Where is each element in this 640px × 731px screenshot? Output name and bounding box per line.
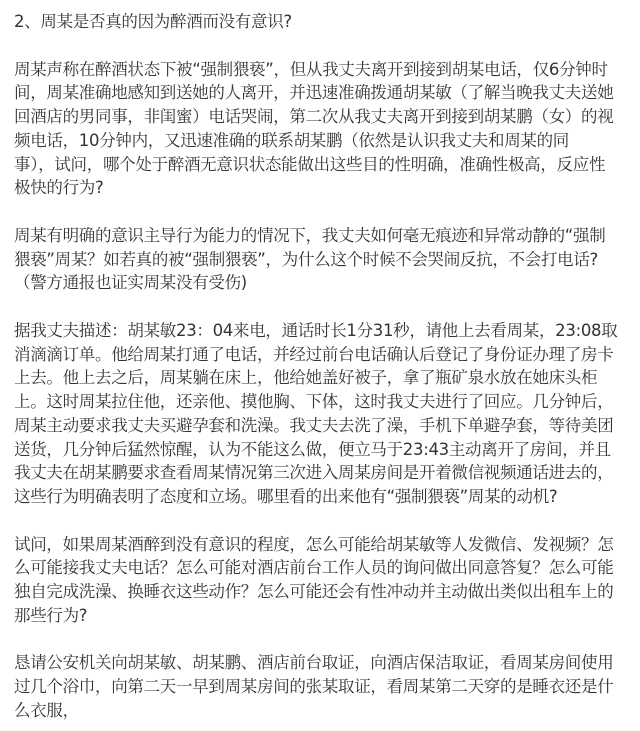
paragraph-spacer xyxy=(14,295,640,319)
paragraph-line: 据我丈夫描述：胡某敏23：04来电，通话时长1分31秒，请他上去看周某，23:08取 xyxy=(14,320,618,340)
paragraph-spacer xyxy=(14,200,640,224)
paragraph-line: 周某主动要求我丈夫买避孕套和洗澡。我丈夫去洗了澡，手机下单避孕套，等待美团 xyxy=(14,415,614,435)
paragraph-line: 频电话，10分钟内，又迅速准确的联系胡某鹏（依然是认识我丈夫和周某的同 xyxy=(14,130,569,150)
paragraph-line: 这些行为明确表明了态度和立场。哪里看的出来他有“强制猥亵”周某的动机? xyxy=(14,487,558,506)
paragraph-line: 送货，几分钟后猛然惊醒，认为不能这么做，便立马于23:43主动离开了房间，并且 xyxy=(14,439,611,459)
paragraph-line: 周某声称在醉酒状态下被“强制猥亵”，但从我丈夫离开到接到胡某电话，仅6分钟时 xyxy=(14,59,608,79)
paragraph-line: 上。这时周某拉住他，还亲他、摸他胸、下体，这时我丈夫进行了回应。几分钟后， xyxy=(14,392,614,411)
paragraph-spacer xyxy=(14,34,640,58)
paragraph-spacer xyxy=(14,628,640,652)
paragraph-spacer xyxy=(14,509,640,533)
paragraph-line: 试问，如果周某酒醉到没有意识的程度，怎么可能给胡某敏等人发微信、发视频？怎 xyxy=(14,534,614,554)
paragraph-line: 周某有明确的意识主导行为能力的情况下，我丈夫如何毫无痕迹和异常动静的“强制 xyxy=(14,225,606,245)
paragraph-line: 那些行为? xyxy=(14,605,88,625)
paragraph-line: 恳请公安机关向胡某敏、胡某鹏、酒店前台取证，向酒店保洁取证，看周某房间使用 xyxy=(14,653,614,673)
paragraph-line: 上去。他上去之后，周某躺在床上，他给她盖好被子，拿了瓶矿泉水放在她床头柜 xyxy=(14,368,598,388)
paragraph-line: 极快的行为? xyxy=(14,178,104,198)
paragraph-line: 间，周某准确地感知到送她的人离开，并迅速准确拨通胡某敏（了解当晚我丈夫送她 xyxy=(14,83,614,103)
paragraph xyxy=(14,58,640,201)
paragraph-line: 消滴滴订单。他给周某打通了电话，并经过前台电话确认后登记了身份证办理了房卡 xyxy=(14,344,614,364)
paragraph-line: （警方通报也证实周某没有受伤) xyxy=(14,273,247,293)
section-heading: 2、周某是否真的因为醉酒而没有意识? xyxy=(14,12,292,31)
document-body xyxy=(14,34,640,723)
paragraph-line: 猥亵”周某？如若真的被“强制猥亵”，为什么这个时候不会哭闹反抗，不会打电话? xyxy=(14,249,599,269)
paragraph-line: 过几个浴巾，向第二天一早到周某房间的张某取证，看周某第二天穿的是睡衣还是什 xyxy=(14,677,614,696)
paragraph-line: 么衣服， xyxy=(14,700,79,720)
paragraph-line: 独自完成洗澡、换睡衣这些动作？怎么可能还会有性冲动并主动做出类似出租车上的 xyxy=(14,582,614,601)
paragraph xyxy=(14,533,640,628)
paragraph xyxy=(14,224,640,295)
paragraph xyxy=(14,651,640,722)
paragraph-line: 事），试问，哪个处于醉酒无意识状态能做出这些目的性明确，准确性极高，反应性 xyxy=(14,154,606,174)
paragraph-line: 么可能接我丈夫电话？怎么可能对酒店前台工作人员的询问做出同意答复？怎么可能 xyxy=(14,558,614,578)
paragraph-line: 回酒店的男同事，非闺蜜）电话哭闹，第二次从我丈夫离开到接到胡某鹏（女）的视 xyxy=(14,107,614,126)
paragraph xyxy=(14,319,640,509)
paragraph-line: 我丈夫在胡某鹏要求查看周某情况第三次进入周某房间是开着微信视频通话进去的， xyxy=(14,463,614,483)
